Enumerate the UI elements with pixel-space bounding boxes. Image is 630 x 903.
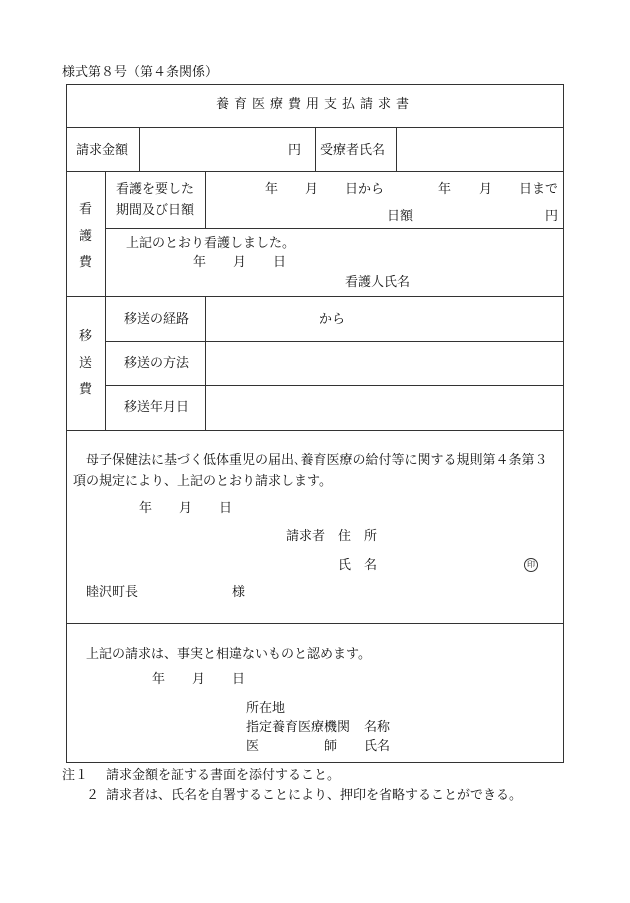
period-year-from: 年	[265, 182, 279, 197]
institution-location-label: 所在地	[246, 701, 286, 716]
daily-amount-yen: 円	[545, 209, 559, 224]
certify-text: 上記の請求は、事実と相違ないものと認めます。	[86, 647, 371, 662]
note-1: 請求金額を証する書面を添付すること。	[106, 768, 341, 783]
institution-name-label: 名称	[364, 720, 391, 735]
period-day-from: 日から	[345, 182, 385, 197]
doctor-name-label: 氏名	[364, 739, 391, 754]
claim-text-line2: 項の規定により、上記のとおり請求します。	[73, 474, 332, 489]
note-2: 請求者は、氏名を自署することにより、押印を省略することができる。	[106, 788, 523, 803]
transport-date-label: 移送年月日	[124, 400, 190, 415]
note-2-prefix: ２	[86, 788, 100, 803]
claimant-label: 請求者	[286, 529, 326, 544]
nursing-section-label: 看 護 費	[78, 202, 92, 270]
nursing-date-month: 月	[233, 255, 247, 270]
period-month-from: 月	[305, 182, 319, 197]
claimant-address-label: 住 所	[338, 529, 378, 544]
period-label-2: 期間及び日額	[116, 203, 195, 218]
certify-date-month: 月	[192, 672, 206, 687]
nursing-date-year: 年	[193, 255, 207, 270]
route-from: から	[319, 312, 346, 327]
period-year-until: 年	[438, 182, 452, 197]
form-number: 様式第８号（第４条関係）	[62, 65, 219, 80]
amount-yen: 円	[288, 143, 302, 158]
note-1-prefix: 注１	[62, 768, 89, 783]
patient-name-label: 受療者氏名	[320, 143, 386, 158]
claim-date-month: 月	[179, 501, 193, 516]
institution-label: 指定養育医療機関	[246, 720, 351, 735]
nursing-date-day: 日	[273, 255, 287, 270]
route-label: 移送の経路	[124, 312, 190, 327]
period-day-until: 日まで	[519, 182, 559, 197]
seal-mark: 印	[524, 558, 538, 572]
claim-date-year: 年	[139, 501, 153, 516]
claim-text-line1: 母子保健法に基づく低体重児の届出､養育医療の給付等に関する規則第４条第３	[86, 453, 548, 468]
period-label-1: 看護を要した	[116, 182, 195, 197]
form-title: 養育医療費用支払請求書	[215, 97, 414, 112]
certify-date-year: 年	[152, 672, 166, 687]
period-month-until: 月	[479, 182, 493, 197]
transport-section-label: 移 送 費	[78, 329, 92, 397]
daily-amount-label: 日額	[387, 209, 414, 224]
certify-date-day: 日	[232, 672, 246, 687]
method-label: 移送の方法	[124, 356, 190, 371]
nursing-declaration: 上記のとおり看護しました。	[126, 236, 296, 251]
claimant-name-label: 氏 名	[338, 558, 378, 573]
addressee: 睦沢町長	[86, 585, 139, 600]
amount-label: 請求金額	[76, 143, 129, 158]
nurse-name-label: 看護人氏名	[345, 275, 411, 290]
doctor-label: 医 師	[246, 739, 338, 754]
claim-date-day: 日	[219, 501, 233, 516]
addressee-honorific: 様	[232, 585, 246, 600]
